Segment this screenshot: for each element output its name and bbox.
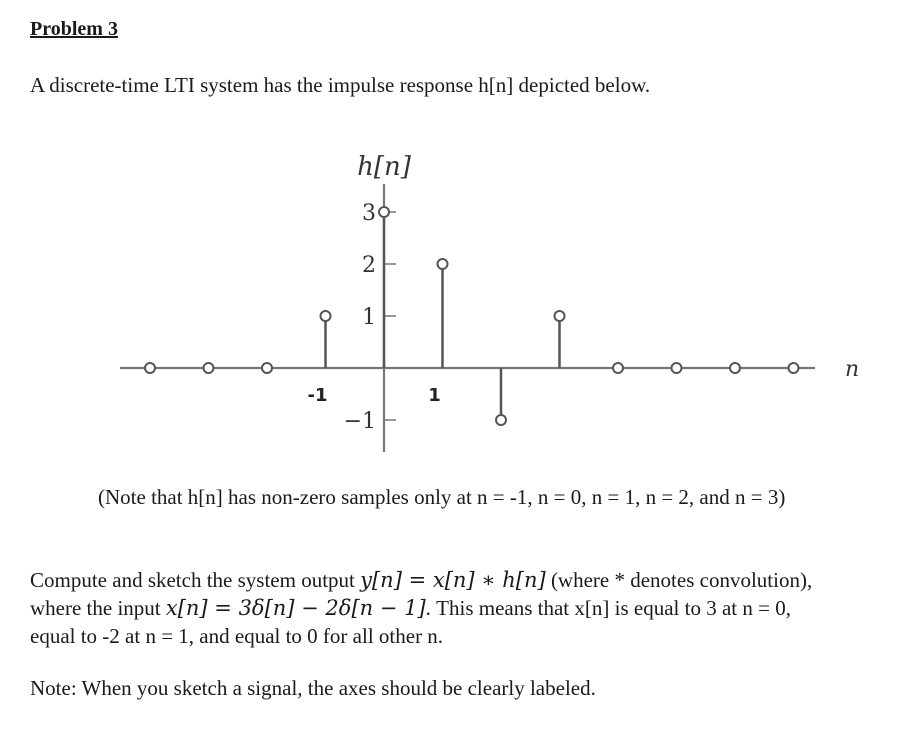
intro-text: A discrete-time LTI system has the impulse response h[n] depicted below.	[30, 73, 651, 97]
statement-text: Compute and sketch the system output	[30, 568, 361, 592]
y-tick-label: 1	[362, 305, 376, 330]
sample-marker	[145, 363, 155, 373]
sample-marker	[730, 363, 740, 373]
input-expression: x[n] = 3δ[n] − 2δ[n − 1]	[165, 596, 426, 620]
n-axis-label: n	[845, 357, 860, 382]
sample-marker	[321, 311, 331, 321]
convolution-expression: x[n] ∗ h[n]	[432, 568, 546, 592]
y-tick-label: 2	[362, 253, 376, 278]
equals-sign: =	[401, 568, 433, 592]
sample-marker	[496, 415, 506, 425]
sample-marker	[789, 363, 799, 373]
statement-line-2	[30, 594, 895, 622]
sample-marker	[379, 207, 389, 217]
note-text: (Note that h[n] has non-zero samples only at n = -1, n = 0, n = 1, n = 2, and n = 3)	[98, 485, 786, 509]
impulse-response-plot	[110, 125, 860, 475]
sample-marker	[262, 363, 272, 373]
plot-title: h[n]	[357, 152, 411, 182]
y-tick-label: 3	[362, 201, 376, 226]
footnote-text: Note: When you sketch a signal, the axes should be clearly labeled.	[30, 676, 596, 700]
sample-marker	[204, 363, 214, 373]
x-tick-label: 1	[428, 385, 441, 406]
problem-statement	[30, 566, 895, 650]
output-expression: y[n]	[360, 568, 402, 592]
y-tick-label: −1	[343, 409, 376, 434]
statement-line-3: equal to -2 at n = 1, and equal to 0 for all other n.	[30, 624, 444, 648]
statement-text: (where * denotes convolution),	[545, 568, 813, 592]
sample-marker	[438, 259, 448, 269]
statement-line-1	[30, 566, 895, 594]
sample-marker	[613, 363, 623, 373]
problem-title: Problem 3	[30, 18, 118, 40]
x-tick-label: -1	[307, 385, 328, 406]
sample-marker	[672, 363, 682, 373]
statement-text: where the input	[30, 596, 166, 620]
sample-marker	[555, 311, 565, 321]
statement-text: . This means that x[n] is equal to 3 at n = 0,	[425, 596, 791, 620]
